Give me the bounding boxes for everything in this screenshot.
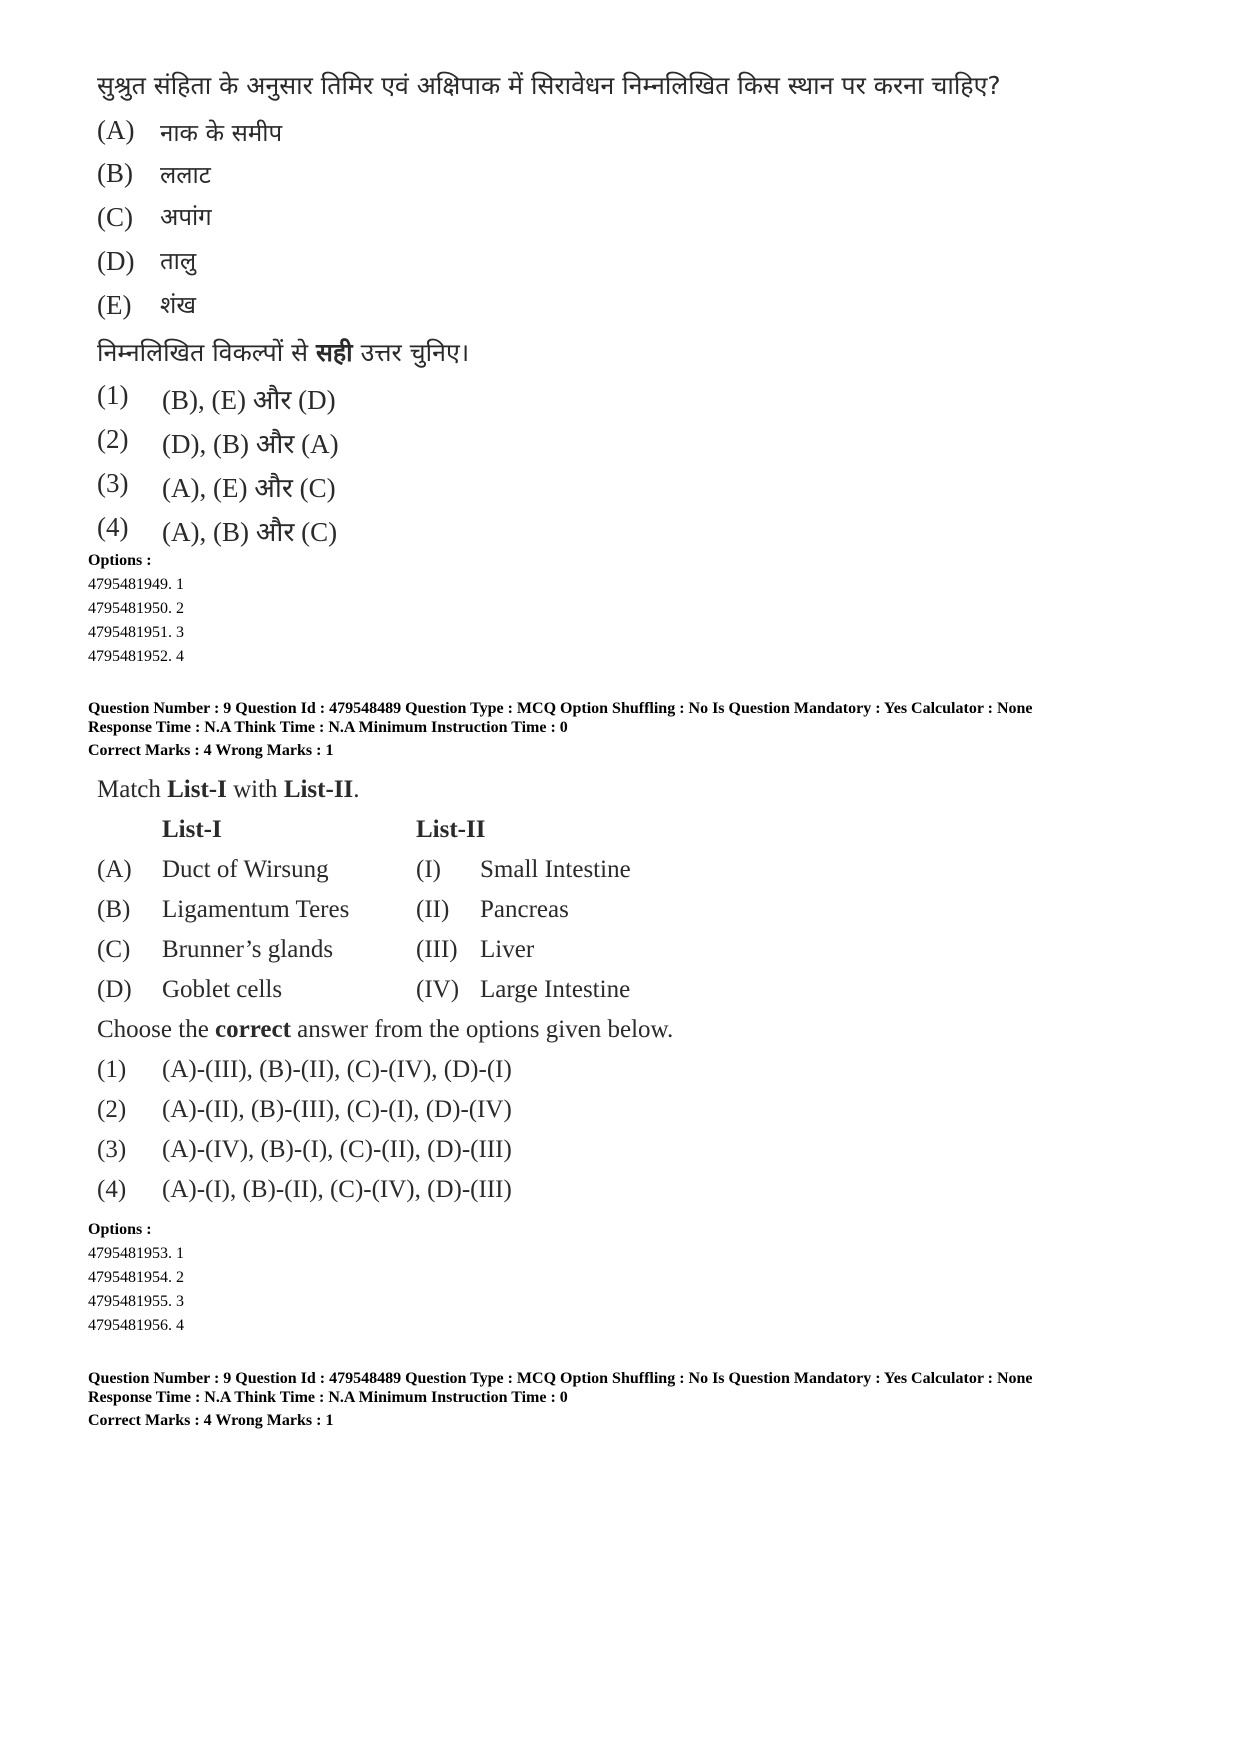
item-label: (B) <box>97 158 133 188</box>
item-text: नाक के समीप <box>160 119 283 147</box>
row-label-1: (B) <box>97 896 131 923</box>
question-text-hindi: सुश्रुत संहिता के अनुसार तिमिर एवं अक्षिपाक में सिरावेधन निम्नलिखित किस स्थान पर करना चाहिए? <box>97 71 1001 100</box>
answer-num: (4) <box>97 1176 127 1203</box>
title-mid: with <box>226 776 284 803</box>
item-label: (A) <box>97 115 135 145</box>
option-id: 4795481954. 2 <box>88 1269 184 1286</box>
option-id: 4795481949. 1 <box>88 576 184 593</box>
row-text-1: Duct of Wirsung <box>162 856 329 883</box>
question-meta-line: Response Time : N.A Think Time : N.A Minimum Instruction Time : 0 <box>88 719 568 736</box>
question-meta-line: Correct Marks : 4 Wrong Marks : 1 <box>88 1412 334 1429</box>
row-text-1: Brunner’s glands <box>162 936 334 963</box>
item-label: (C) <box>97 202 133 232</box>
answer-num: (1) <box>97 1056 127 1083</box>
instruction-hindi <box>97 335 469 369</box>
row-text-2: Small Intestine <box>480 856 631 883</box>
answer-text: (A)-(III), (B)-(II), (C)-(IV), (D)-(I) <box>162 1056 512 1083</box>
question-meta-line: Question Number : 9 Question Id : 479548489 Question Type : MCQ Option Shuffling : No Is Question Mandatory : Yes Calculator : None <box>88 1370 1033 1387</box>
instruction-pre: निम्नलिखित विकल्पों से <box>97 338 316 367</box>
row-text-2: Pancreas <box>480 896 569 923</box>
list-2-heading: List-II <box>416 816 486 843</box>
instruction-english <box>97 1016 673 1044</box>
instruction-bold: सही <box>315 338 353 367</box>
answer-num: (1) <box>97 380 129 410</box>
option-id: 4795481950. 2 <box>88 600 184 617</box>
option-id: 4795481951. 3 <box>88 624 184 641</box>
row-label-1: (A) <box>97 856 132 883</box>
instruction-bold: correct <box>215 1016 291 1043</box>
answer-text: (D), (B) और (A) <box>162 429 339 459</box>
question-meta-line: Question Number : 9 Question Id : 479548489 Question Type : MCQ Option Shuffling : No Is Question Mandatory : Yes Calculator : None <box>88 700 1033 717</box>
answer-text: (A), (E) और (C) <box>162 473 336 503</box>
option-id: 4795481955. 3 <box>88 1293 184 1310</box>
option-id: 4795481956. 4 <box>88 1317 184 1334</box>
instruction-pre: Choose the <box>97 1016 216 1043</box>
answer-num: (2) <box>97 424 129 454</box>
title-bold-1: List-I <box>167 776 227 803</box>
options-heading: Options : <box>88 552 152 569</box>
instruction-post: उत्तर चुनिए। <box>352 338 470 367</box>
title-post: . <box>353 776 360 803</box>
question-meta-line: Response Time : N.A Think Time : N.A Minimum Instruction Time : 0 <box>88 1389 568 1406</box>
row-text-1: Goblet cells <box>162 976 283 1003</box>
answer-num: (4) <box>97 512 129 542</box>
row-label-2: (IV) <box>416 976 460 1003</box>
row-text-2: Liver <box>480 936 535 963</box>
answer-text: (A)-(IV), (B)-(I), (C)-(II), (D)-(III) <box>162 1136 512 1163</box>
row-text-2: Large Intestine <box>480 976 631 1003</box>
row-label-2: (III) <box>416 936 458 963</box>
item-text: अपांग <box>160 203 212 231</box>
answer-text: (A)-(II), (B)-(III), (C)-(I), (D)-(IV) <box>162 1096 512 1123</box>
item-text: शंख <box>160 291 196 319</box>
answer-text: (B), (E) और (D) <box>162 385 336 415</box>
row-label-1: (C) <box>97 936 131 963</box>
row-label-1: (D) <box>97 976 132 1003</box>
answer-num: (3) <box>97 1136 127 1163</box>
answer-text: (A)-(I), (B)-(II), (C)-(IV), (D)-(III) <box>162 1176 512 1203</box>
row-label-2: (II) <box>416 896 450 923</box>
option-id: 4795481952. 4 <box>88 648 184 665</box>
options-heading: Options : <box>88 1221 152 1238</box>
row-label-2: (I) <box>416 856 441 883</box>
question-title <box>97 776 360 804</box>
answer-text: (A), (B) और (C) <box>162 517 338 547</box>
item-label: (D) <box>97 246 135 276</box>
question-meta-line: Correct Marks : 4 Wrong Marks : 1 <box>88 742 334 759</box>
item-label: (E) <box>97 290 132 320</box>
title-bold-2: List-II <box>283 776 354 803</box>
title-pre: Match <box>97 776 168 803</box>
answer-num: (2) <box>97 1096 127 1123</box>
item-text: तालु <box>160 247 197 275</box>
list-1-heading: List-I <box>162 816 222 843</box>
option-id: 4795481953. 1 <box>88 1245 184 1262</box>
item-text: ललाट <box>160 161 211 189</box>
row-text-1: Ligamentum Teres <box>162 896 350 923</box>
instruction-post: answer from the options given below. <box>290 1016 674 1043</box>
answer-num: (3) <box>97 468 129 498</box>
